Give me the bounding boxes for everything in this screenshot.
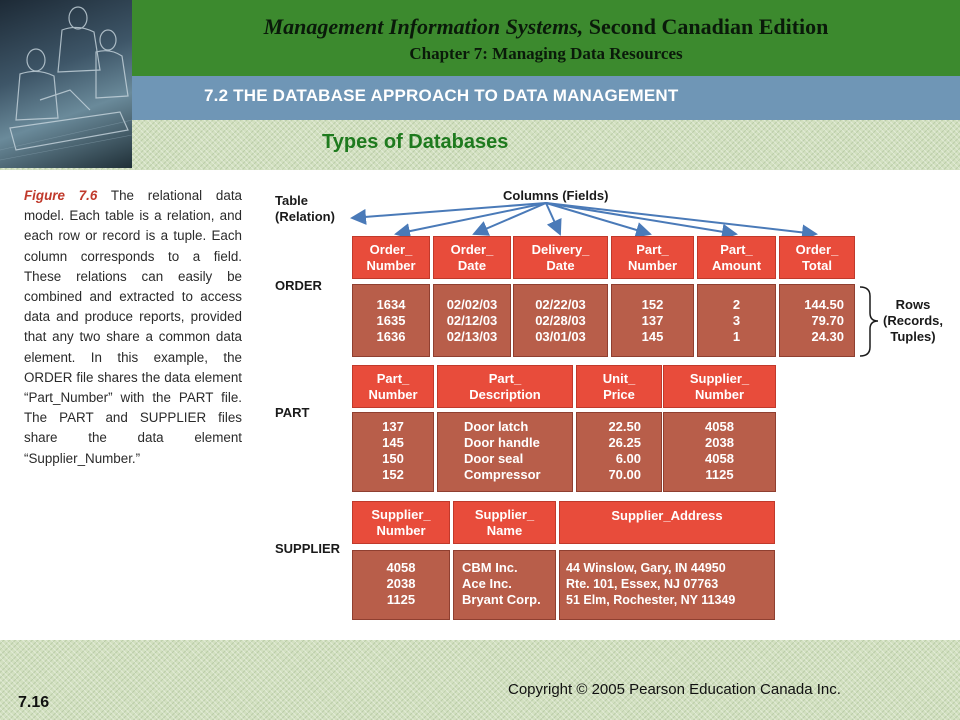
part-header-part-number: Part_ Number [352,365,434,408]
chapter-title: Chapter 7: Managing Data Resources [409,44,683,63]
arrow-order-total [546,203,816,234]
supplier-header-supplier-number: Supplier_ Number [352,501,450,544]
part-column-supplier-number: 4058 2038 4058 1125 [663,412,776,492]
part-column-part-number: 137 145 150 152 [352,412,434,492]
order-header-part-amount: Part_ Amount [697,236,776,279]
arrow-part-amount [546,203,736,234]
caption-text: The relational data model. Each table is a relation, and each row or record is a tuple. Each column corresponds to a field. These relations can easily be combined and extracted to access data and produce reports, provided that any two share a common data element. In this example, the ORDER file shares the data element “Part_Number” with the PART file. The PART and SUPPLIER files share the data element “Supplier_Number.” [24,188,242,466]
supplier-column-supplier-name: CBM Inc. Ace Inc. Bryant Corp. [453,550,556,620]
order-column-delivery-date: 02/22/03 02/28/03 03/01/03 [513,284,608,357]
table-label-line1: Table [275,193,308,208]
slide-number: 7.16 [18,694,50,711]
part-column-unit-price: 22.50 26.25 6.00 70.00 [576,412,662,492]
part-header-unit-price: Unit_ Price [576,365,662,408]
arrow-delivery-date [546,203,560,234]
supplier-column-supplier-number: 4058 2038 1125 [352,550,450,620]
rows-label-line1: Rows [895,297,931,312]
order-header-order-number: Order_ Number [352,236,430,279]
table-label-line2: (Relation) [275,209,335,224]
book-title-edition: Second Canadian Edition [588,14,829,39]
order-table-label: ORDER [275,278,322,293]
arrow-order-number [396,203,546,234]
order-column-part-number: 152 137 145 [611,284,694,357]
part-column-part-description: Door latch Door handle Door seal Compressor [437,412,573,492]
rows-records-label [875,297,951,345]
slide-subtitle: Types of Databases [322,131,509,153]
book-title-italic: Management Information Systems, [263,14,584,39]
order-column-order-date: 02/02/03 02/12/03 02/13/03 [433,284,511,357]
arrow-part-number [546,203,650,234]
order-header-order-date: Order_ Date [433,236,511,279]
columns-fields-label: Columns (Fields) [503,188,609,203]
order-header-part-number: Part_ Number [611,236,694,279]
section-title: 7.2 THE DATABASE APPROACH TO DATA MANAGEMENT [204,86,679,105]
table-relation-label [275,193,335,225]
order-column-order-number: 1634 1635 1636 [352,284,430,357]
supplier-header-supplier-name: Supplier_ Name [453,501,556,544]
part-header-supplier-number: Supplier_ Number [663,365,776,408]
rows-label-line2: (Records, [883,313,943,328]
supplier-table-label: SUPPLIER [275,541,341,556]
part-table-label: PART [275,405,310,420]
supplier-header-supplier-address: Supplier_Address [559,501,775,544]
copyright-notice: Copyright © 2005 Pearson Education Canada Inc. [508,681,841,698]
rows-label-line3: Tuples) [890,329,936,344]
order-column-order-total: 144.50 79.70 24.30 [779,284,855,357]
figure-label: Figure 7.6 [24,188,98,203]
part-header-part-description: Part_ Description [437,365,573,408]
order-column-part-amount: 2 3 1 [697,284,776,357]
order-header-delivery-date: Delivery_ Date [513,236,608,279]
supplier-column-supplier-address: 44 Winslow, Gary, IN 44950 Rte. 101, Essex, NJ 07763 51 Elm, Rochester, NY 11349 [559,550,775,620]
order-header-order-total: Order_ Total [779,236,855,279]
